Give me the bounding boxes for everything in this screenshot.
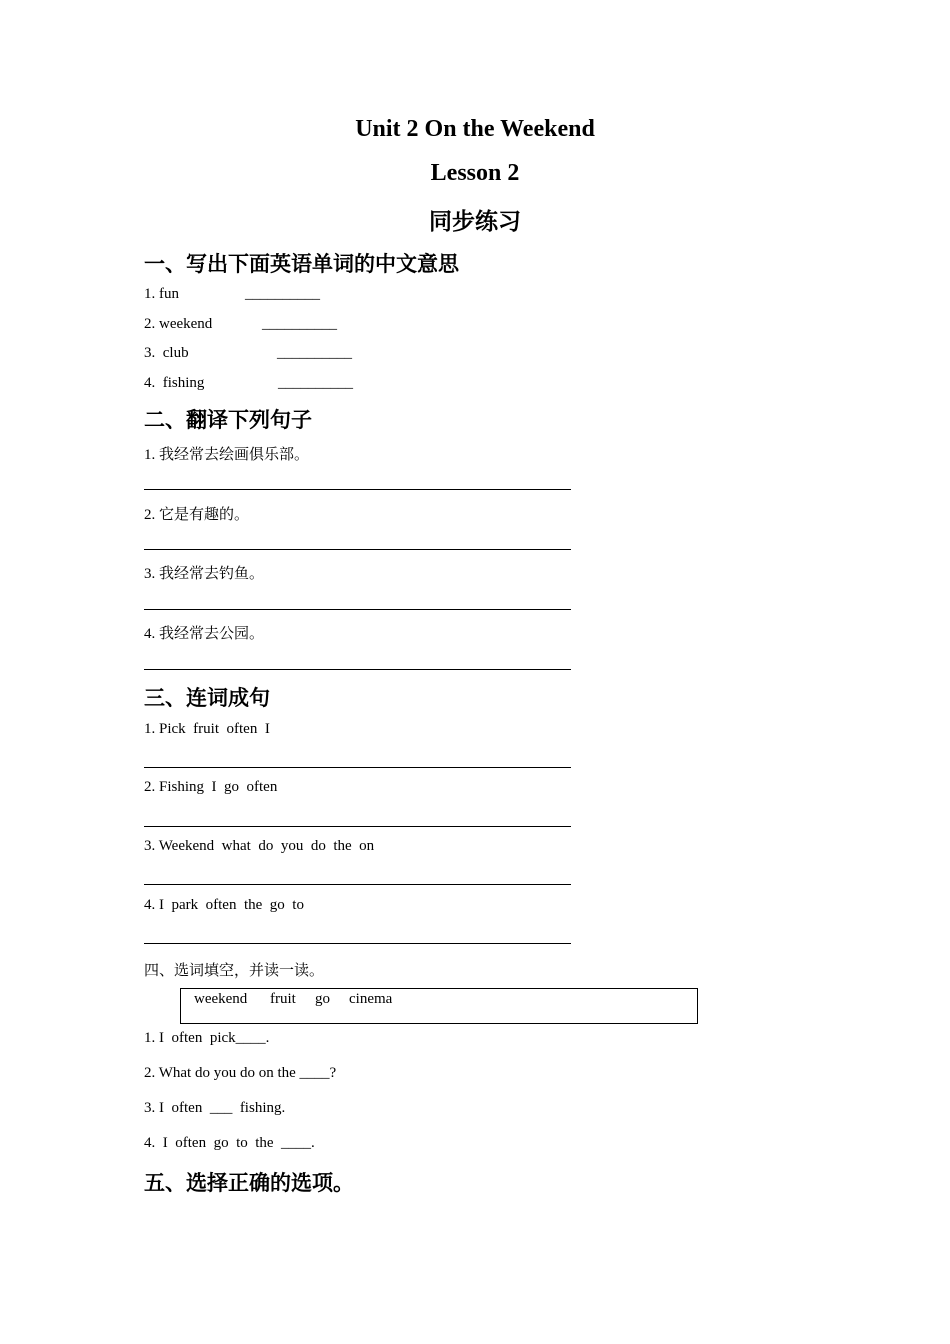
reorder-item: 1. Pick fruit often I bbox=[144, 721, 270, 737]
word-bank-word: fruit bbox=[270, 991, 296, 1007]
answer-line[interactable] bbox=[144, 669, 571, 670]
fill-blank-item: 2. What do you do on the ____? bbox=[144, 1065, 337, 1081]
vocab-word: 3. club bbox=[144, 345, 189, 361]
translate-item: 3. 我经常去钓鱼。 bbox=[144, 566, 265, 582]
vocab-word: 4. fishing bbox=[144, 375, 205, 391]
word-bank-word: go bbox=[315, 991, 330, 1007]
unit-title: Unit 2 On the Weekend bbox=[355, 116, 595, 142]
fill-blank-item: 3. I often ___ fishing. bbox=[144, 1100, 286, 1116]
word-bank-box bbox=[180, 988, 698, 1024]
section-3-heading: 三、连词成句 bbox=[144, 686, 270, 710]
translate-item: 1. 我经常去绘画俱乐部。 bbox=[144, 447, 310, 463]
vocab-word: 2. weekend bbox=[144, 316, 213, 332]
vocab-blank[interactable]: __________ bbox=[278, 375, 353, 391]
reorder-item: 4. I park often the go to bbox=[144, 897, 304, 913]
vocab-blank[interactable]: __________ bbox=[277, 345, 352, 361]
reorder-item: 3. Weekend what do you do the on bbox=[144, 838, 375, 854]
reorder-item: 2. Fishing I go often bbox=[144, 779, 278, 795]
vocab-word: 1. fun bbox=[144, 286, 179, 302]
answer-line[interactable] bbox=[144, 884, 571, 885]
vocab-blank[interactable]: __________ bbox=[262, 316, 337, 332]
answer-line[interactable] bbox=[144, 767, 571, 768]
lesson-title: Lesson 2 bbox=[430, 160, 520, 186]
section-5-heading: 五、选择正确的选项。 bbox=[144, 1171, 354, 1195]
section-4-heading: 四、选词填空，并读一读。 bbox=[144, 963, 325, 979]
answer-line[interactable] bbox=[144, 549, 571, 550]
vocab-blank[interactable]: __________ bbox=[245, 286, 320, 302]
subtitle: 同步练习 bbox=[429, 209, 521, 235]
section-1-heading: 一、写出下面英语单词的中文意思 bbox=[144, 252, 459, 276]
word-bank-word: cinema bbox=[349, 991, 393, 1007]
translate-item: 2. 它是有趣的。 bbox=[144, 507, 250, 523]
answer-line[interactable] bbox=[144, 826, 571, 827]
answer-line[interactable] bbox=[144, 609, 571, 610]
section-2-heading: 二、翻译下列句子 bbox=[144, 408, 312, 432]
translate-item: 4. 我经常去公园。 bbox=[144, 626, 265, 642]
word-bank-word: weekend bbox=[194, 991, 248, 1007]
answer-line[interactable] bbox=[144, 489, 571, 490]
fill-blank-item: 1. I often pick____. bbox=[144, 1030, 270, 1046]
fill-blank-item: 4. I often go to the ____. bbox=[144, 1135, 315, 1151]
answer-line[interactable] bbox=[144, 943, 571, 944]
